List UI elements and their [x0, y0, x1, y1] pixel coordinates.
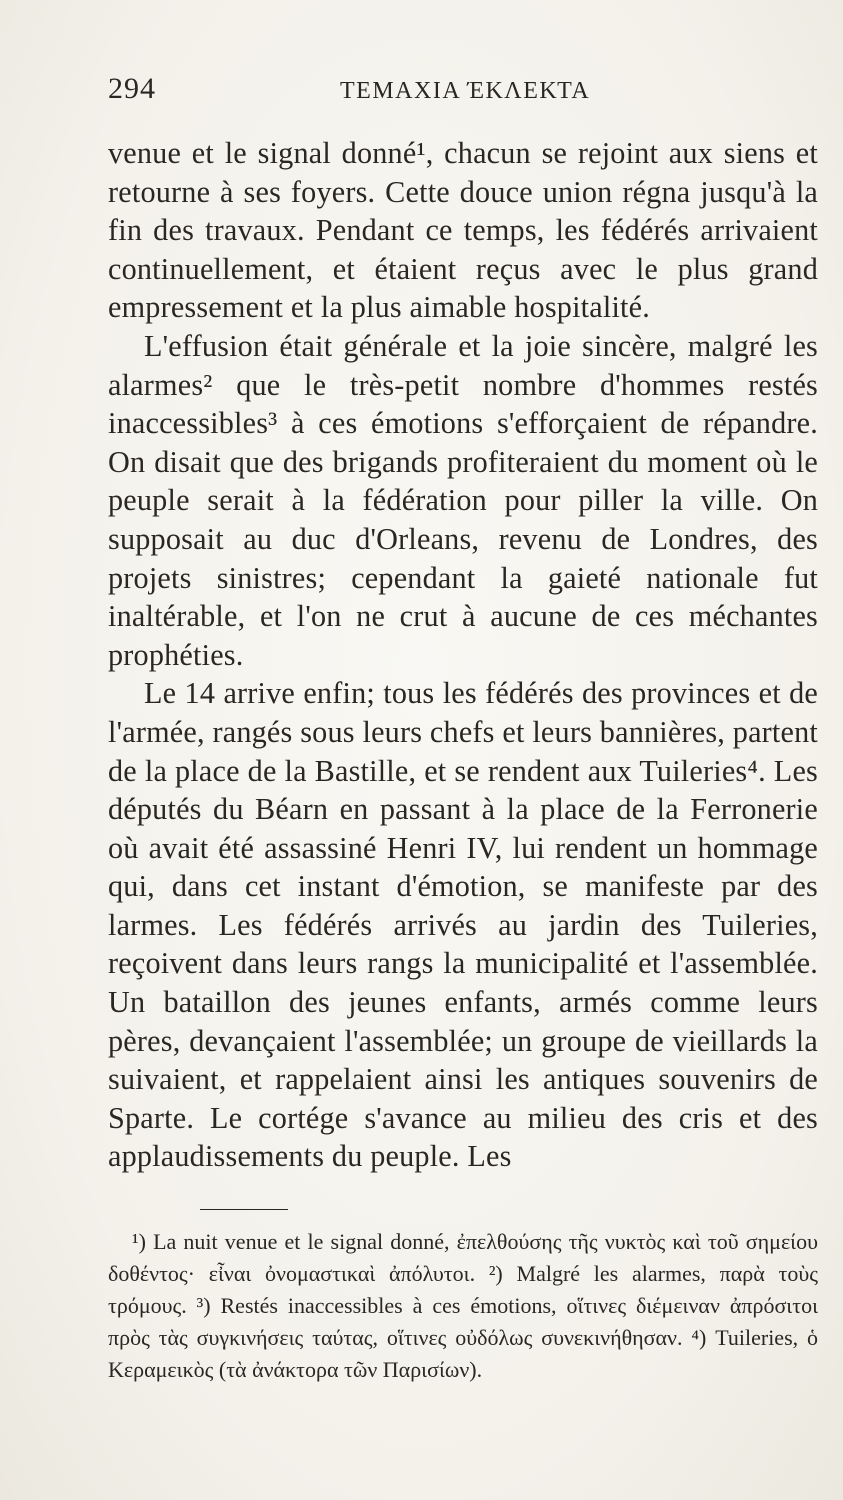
- paragraph: Le 14 arrive enfin; tous les fédérés des provinces et de l'armée, rangés sous leurs chefs et leurs bannières, partent de la place de la Bastille, et se rendent aux Tuileries⁴. Les députés du Béarn en passant à la place de la Ferronerie où avait été assassiné Henri IV, lui rendent un hommage qui, dans cet instant d'émotion, se manifeste par des larmes. Les fédérés arrivés au jardin des Tuileries, reçoivent dans leurs rangs la municipalité et l'assemblée. Un bataillon des jeunes enfants, armés comme leurs pères, devançaient l'assemblée; un groupe de vieillards la suivaient, et rappelaient ainsi les antiques souvenirs de Sparte. Le cortége s'avance au milieu des cris et des applaudissements du peuple. Les: [108, 676, 818, 1174]
- page-header: [108, 72, 808, 112]
- footnote-divider: [200, 1209, 288, 1210]
- footnotes: [108, 1226, 818, 1386]
- paragraph: L'effusion était générale et la joie sincère, malgré les alarmes² que le très-petit nombre d'hommes restés inaccessibles³ à ces émotions s'efforçaient de répandre. On disait que des brigands profiteraient du moment où le peuple serait à la fédération pour piller la ville. On supposait au duc d'Orleans, revenu de Londres, des projets sinistres; cependant la gaieté nationale fut inaltérable, et l'on ne crut à aucune de ces méchantes prophéties.: [108, 328, 818, 672]
- running-head: ΤΕΜΑΧΙΑ ΈΚΛΕΚΤΑ: [340, 78, 591, 104]
- page-number: 294: [108, 72, 156, 105]
- footnote-text: ¹) La nuit venue et le signal donné, ἐπελθούσης τῆς νυκτὸς καὶ τοῦ σημείου δοθέντος· εἶναι ὀνομαστικαὶ ἀπόλυτοι. ²) Malgré les alarmes, παρὰ τοὺς τρόμους. ³) Restés inaccessibles à ces émotions, οἵτινες διέμειναν ἀπρόσιτοι πρὸς τὰς συγκινήσεις ταύτας, οἵτινες οὐδόλως συνεκινήθησαν. ⁴) Tuileries, ὁ Κεραμεικὸς (τὰ ἀνάκτορα τῶν Παρισίων).: [108, 1229, 818, 1382]
- main-text: [108, 134, 818, 1176]
- paragraph: venue et le signal donné¹, chacun se rejoint aux siens et retourne à ses foyers. Cette douce union régna jusqu'à la fin des travaux. Pendant ce temps, les fédérés arrivaient continuellement, et étaient reçus avec le plus grand empressement et la plus aimable hospitalité.: [108, 136, 818, 325]
